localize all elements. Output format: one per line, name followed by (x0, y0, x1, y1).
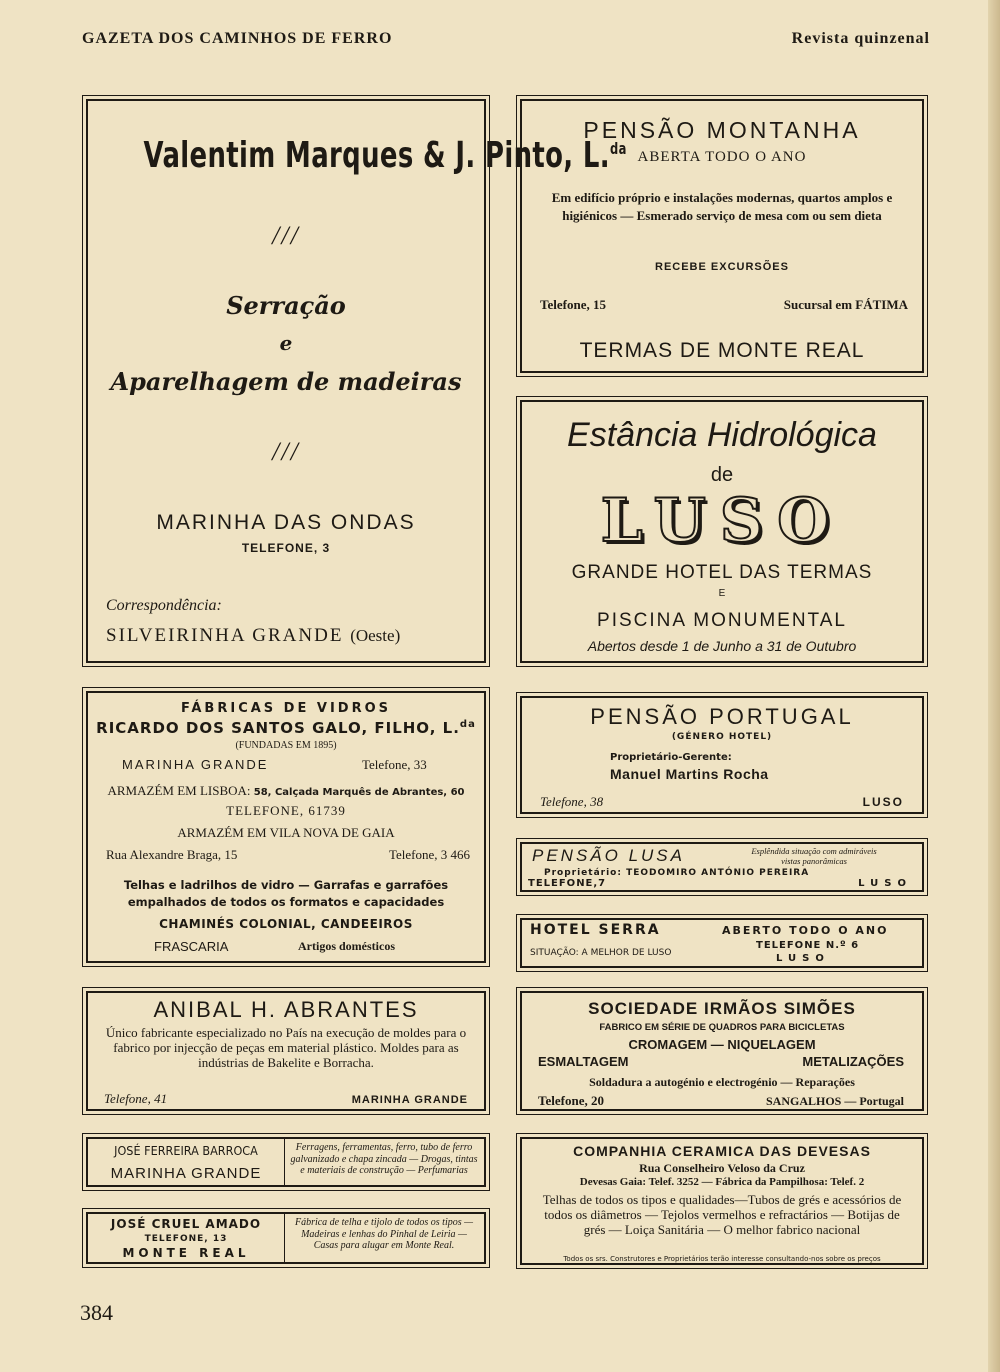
description: Fábrica de telha e tijolo de todos os tipos — Madeiras e lenhas do Pinhal de Leiria — Casas para alugar em Monte Real. (294, 1217, 474, 1251)
address: Rua Conselheiro Veloso da Cruz (639, 1161, 805, 1175)
hotel: GRANDE HOTEL DAS TERMAS (571, 562, 873, 583)
contact-row: Telefone, 20 SANGALHOS — Portugal (538, 1093, 904, 1108)
owner: Manuel Martins Rocha (610, 766, 769, 782)
gaia-address-row: Rua Alexandre Braga, 15 Telefone, 3 466 (106, 847, 470, 862)
description: Único fabricante especializado no País na execução de moldes para o fabrico por injecção de peças em material plástico. Moldes para as indústrias de Bakelite e Borracha. (105, 1025, 467, 1070)
ad-irmaos-simoes (516, 987, 928, 1115)
dates: Abertos desde 1 de Junho a 31 de Outubro (587, 638, 857, 654)
line-2: ESMALTAGEM METALIZAÇÕES (538, 1054, 904, 1069)
title: PENSÃO LUSA (532, 846, 685, 865)
service-line-1: Serração (226, 291, 346, 320)
contact-row (540, 297, 908, 313)
situation: SITUAÇÃO: A MELHOR DE LUSO (530, 948, 672, 958)
correspondence-address: SILVEIRINHA GRANDE (Oeste) (106, 625, 401, 646)
place: MONTE REAL (122, 1246, 250, 1260)
luso-logotype: LUSO (600, 486, 844, 556)
founded: (FUNDADAS EM 1895) (235, 740, 337, 751)
description: Telhas de todos os tipos e qualidades—Tubos de grés e acessórios de todos os diâmetros — Tejolos vermelhos e refractários — Botijas de grés — Loiça Sanitária — O melhor fabrico nacional (542, 1192, 902, 1237)
page-edge (988, 0, 1000, 1372)
place: MARINHA GRANDE (110, 1165, 262, 1182)
place: LUSO (776, 953, 830, 964)
and: E (718, 588, 726, 599)
owner-label: Proprietário-Gerente: (610, 752, 732, 763)
title: PENSÃO MONTANHA (583, 117, 861, 143)
correspondence-label: Correspondência: (106, 597, 222, 614)
ad-anibal-abrantes (82, 987, 490, 1115)
products-4b: Artigos domésticos (298, 939, 395, 953)
subtitle: ABERTA TODO O ANO (637, 149, 807, 165)
name: JOSÉ CRUEL AMADO (110, 1217, 262, 1231)
ad-fabricas-vidros (82, 687, 490, 967)
open: ABERTO TODO O ANO (722, 924, 889, 937)
products-4a: FRASCARIA (154, 939, 229, 954)
place-phone: Telefone, 33 (362, 757, 427, 772)
gaia-warehouse: ARMAZÉM EM VILA NOVA DE GAIA (177, 825, 395, 840)
phones: Devesas Gaia: Telef. 3252 — Fábrica da Pampilhosa: Telef. 2 (579, 1176, 865, 1188)
contact-row: Telefone, 41 MARINHA GRANDE (104, 1091, 468, 1106)
line-1: CROMAGEM — NIQUELAGEM (628, 1037, 816, 1052)
company-name: Valentim Marques & J. Pinto, L.$^{da}$ (143, 135, 627, 176)
branch: Sucursal em FÁTIMA (783, 297, 908, 312)
products-3: CHAMINÉS COLONIAL, CANDEEIROS (159, 917, 413, 931)
divider: /// (272, 437, 300, 466)
contact-row: Telefone, 38 LUSO (540, 794, 904, 809)
subtitle: (GÉNERO HOTEL) (671, 732, 773, 742)
name: JOSÉ FERREIRA BARROCA (114, 1143, 258, 1158)
running-header-subtitle: Revista quinzenal (791, 30, 930, 47)
description: Em edifício próprio e instalações modernas, quartos amplos e higiénicos — Esmerado serviço de mesa com ou sem dieta (551, 190, 893, 223)
ad-pensao-montanha (516, 95, 928, 377)
subtitle: FABRICO EM SÉRIE DE QUADROS PARA BICICLETAS (599, 1022, 845, 1033)
ad-pensao-lusa (516, 838, 928, 896)
title: ANIBAL H. ABRANTES (153, 997, 419, 1022)
contact-row: TELEFONE,7 LUSO (528, 878, 912, 889)
line-3: Soldadura a autogénio e electrogénio — Reparações (589, 1075, 855, 1089)
title: FÁBRICAS DE VIDROS (180, 701, 391, 716)
divider: /// (272, 221, 300, 250)
ad-jose-ferreira-barroca (82, 1133, 490, 1191)
location: MARINHA DAS ONDAS (156, 511, 416, 534)
title: SOCIEDADE IRMÃOS SIMÕES (588, 999, 856, 1018)
excursions: RECEBE EXCURSÕES (655, 261, 789, 273)
running-header-title: GAZETA DOS CAMINHOS DE FERRO (82, 30, 393, 47)
description: Ferragens, ferramentas, ferro, tubo de ferro galvanizado e chapa zincada — Drogas, tintas e materiais de construção — Perfumarias (290, 1142, 478, 1176)
ad-ceramica-devesas (516, 1133, 928, 1269)
ad-pensao-portugal (516, 692, 928, 818)
footer: TERMAS DE MONTE REAL (579, 339, 865, 362)
pool: PISCINA MONUMENTAL (597, 610, 847, 631)
products: Telhas e ladrilhos de vidro — Garrafas e garrafões empalhados de todos os formatos e capacidades (123, 878, 449, 909)
service-line-2: e (279, 331, 293, 355)
title: HOTEL SERRA (530, 922, 661, 938)
phone: TELEFONE, 13 (144, 1234, 228, 1244)
tagline: Esplêndida situação com admiráveis vistas panorâmicas (751, 846, 877, 866)
name-block (88, 1139, 285, 1185)
phone: TELEFONE N.º 6 (756, 940, 860, 951)
ad-estancia-luso (516, 396, 928, 667)
service-line-3: Aparelhagem de madeiras (110, 367, 462, 396)
de: de (710, 464, 734, 486)
place: MARINHA GRANDE (122, 757, 269, 772)
company: RICARDO DOS SANTOS GALO, FILHO, L.$^{da}$ (96, 719, 476, 737)
title: Estância Hidrológica (567, 416, 877, 454)
title: COMPANHIA CERAMICA DAS DEVESAS (573, 1143, 871, 1159)
owner: Proprietário: TEODOMIRO ANTÓNIO PEREIRA (544, 868, 810, 878)
name-block (88, 1214, 285, 1262)
phone: Telefone, 15 (540, 297, 606, 312)
phone: TELEFONE, 3 (241, 541, 331, 555)
lisboa-phone: TELEFONE, 61739 (226, 803, 346, 818)
title: PENSÃO PORTUGAL (590, 704, 854, 729)
lisboa-warehouse: ARMAZÉM EM LISBOA: 58, Calçada Marquês de Abrantes, 60 (107, 783, 465, 798)
footer: Todos os srs. Construtores e Proprietários terão interesse consultando-nos sobre os preços (563, 1255, 881, 1263)
ad-jose-cruel-amado (82, 1208, 490, 1268)
page-number: 384 (80, 1300, 113, 1325)
ad-hotel-serra (516, 914, 928, 972)
